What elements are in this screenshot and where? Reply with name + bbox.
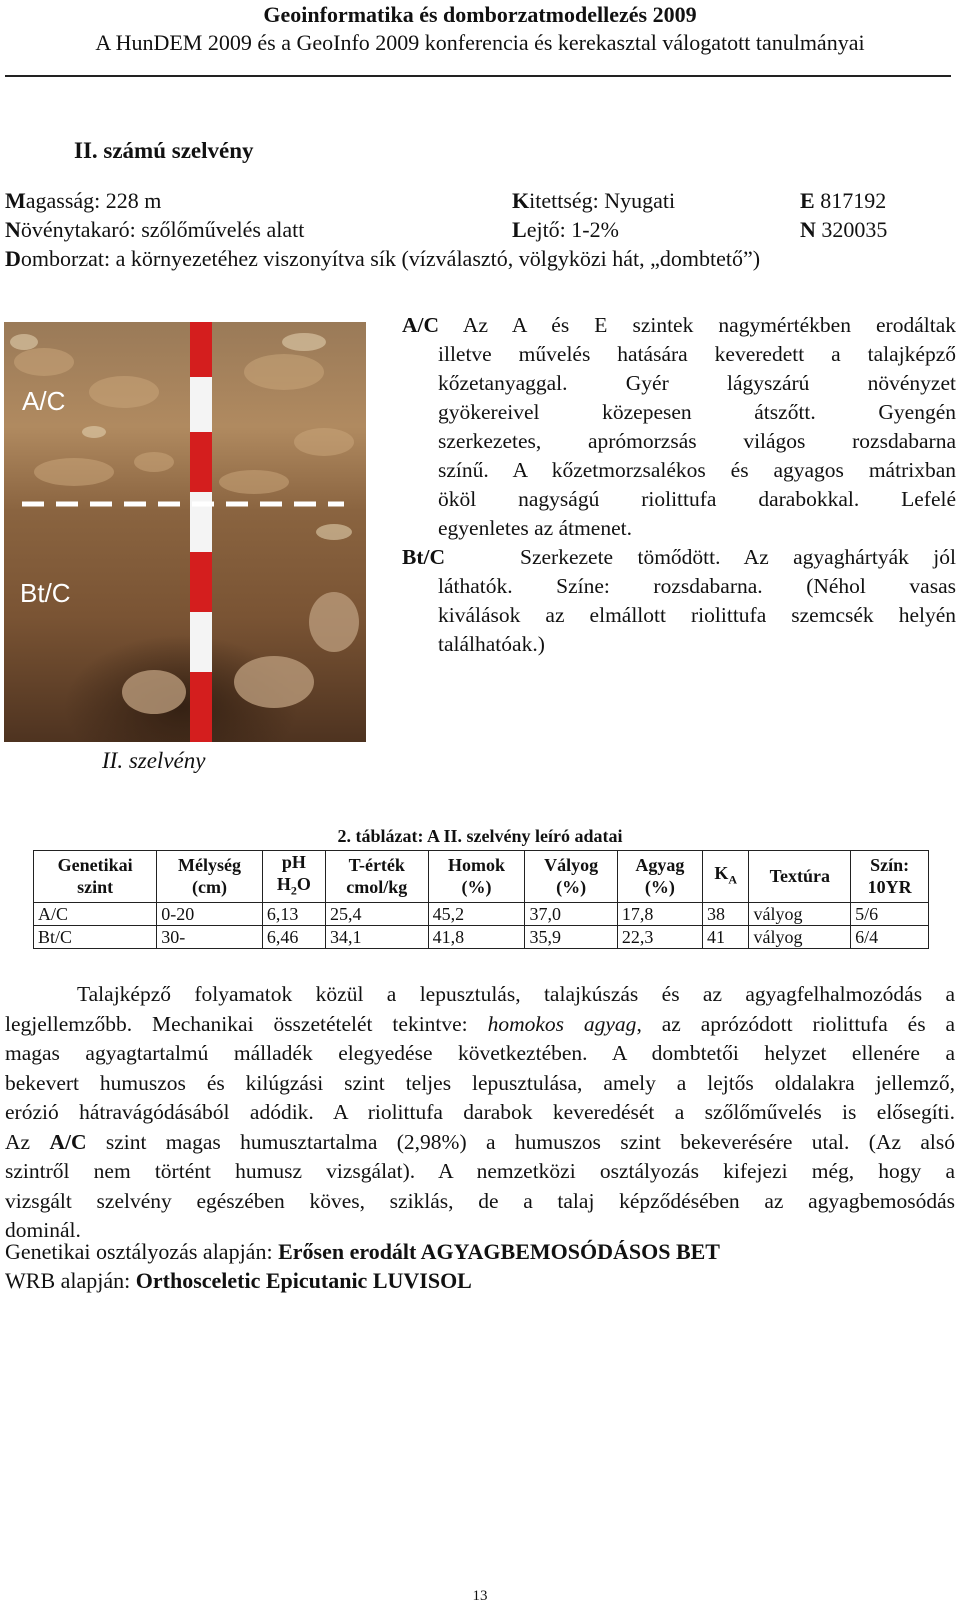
para-line-8: vizsgált szelvény egészében köves, sziklás, de a talaj képződésében az agyagbemosódás	[5, 1188, 955, 1213]
col-clay: Agyag (%)	[617, 851, 702, 903]
relief-initial: D	[5, 246, 21, 271]
para-line-6: Az A/C szint magas humusztartalma (2,98%) a humuszos szint bekeverésére utal. (Az alsó	[5, 1129, 955, 1154]
table-cell: Bt/C	[34, 925, 157, 948]
section-title: II. számú szelvény	[74, 138, 254, 163]
table-cell: 45,2	[428, 902, 525, 925]
bt-text-1: Szerkezete tömődött. Az agyaghártyák jól	[520, 545, 956, 569]
ac-code: A/C	[402, 313, 440, 337]
relief-text: omborzat: a környezetéhez viszonyítva sík (vízválasztó, völgyközi hát, „dombtető”)	[20, 246, 761, 271]
bt-line-4: találhatóak.)	[438, 632, 545, 656]
exposure-initial: K	[512, 188, 530, 213]
table-cell: vályog	[749, 925, 851, 948]
cover-text: övénytakaró: szőlőművelés alatt	[20, 217, 305, 242]
col-ka: $K_A$	[702, 851, 748, 903]
ac-line-2: illetve művelés hatására keveredett a talajképző	[438, 342, 956, 366]
slope-field	[512, 217, 619, 243]
relief-field	[5, 246, 760, 272]
table-cell: 6,46	[262, 925, 325, 948]
soil-data-table	[33, 850, 929, 949]
table-caption: 2. táblázat: A II. szelvény leíró adatai	[337, 826, 623, 846]
texture-term: homokos agyag	[487, 1011, 637, 1036]
table-cell: 34,1	[325, 925, 428, 948]
col-ph: pH $H_2O$	[262, 851, 325, 903]
para-line-5: erózió hátravágódásából adódik. A riolittufa darabok keveredését a szőlőművelés is elősegíti.	[5, 1100, 955, 1124]
col-loam: Vályog (%)	[525, 851, 617, 903]
table-cell: 0-20	[157, 902, 263, 925]
ac-line-7: ököl nagyságú riolittufa darabokkal. Lefelé	[438, 487, 956, 511]
page-number: 13	[472, 1588, 488, 1604]
table-cell: 38	[702, 902, 748, 925]
ac-line-1	[402, 311, 956, 340]
table-cell: 17,8	[617, 902, 702, 925]
easting-value: 817192	[820, 188, 887, 213]
genetic-classification-label: Genetikai osztályozás alapján:	[5, 1239, 279, 1264]
ac-line-3: kőzetanyaggal. Gyér lágyszárú növényzet	[438, 371, 956, 395]
para-line-9: dominál.	[5, 1218, 81, 1242]
para-line-1: Talajképző folyamatok közül a lepusztulás, talajkúszás és az agyagfelhalmozódás a	[77, 982, 955, 1006]
horizon-ref: A/C	[49, 1129, 87, 1154]
photo-caption: II. szelvény	[102, 748, 206, 773]
col-color: Szín: 10YR	[851, 851, 929, 903]
col-t-value: T-érték cmol/kg	[325, 851, 428, 903]
para-line-3: magas agyagtartalmú málladék elegyedése következtében. A dombtetői helyzet ellenére a	[5, 1041, 955, 1065]
table-cell: 37,0	[525, 902, 617, 925]
altitude-field	[5, 188, 161, 214]
ac-text-1: Az A és E szintek nagymértékben erodáltak	[462, 313, 956, 337]
ac-line-6: színű. A kőzetmorzsalékos és agyagos mátrixban	[438, 458, 956, 482]
horizon-ac-description	[402, 311, 956, 543]
bt-code: Bt/C	[402, 545, 445, 569]
table-cell: 35,9	[525, 925, 617, 948]
para-line-4: bekevert humuszos és kilúgzási szint teljes lepusztulása, amely a lejtős oldalakra jellemző,	[5, 1070, 955, 1095]
wrb-classification-label: WRB alapján:	[5, 1268, 136, 1293]
table-cell: A/C	[34, 902, 157, 925]
northing-label: N	[800, 217, 816, 242]
exposure-text: itettség: Nyugati	[529, 188, 676, 213]
soil-profile-photo	[4, 322, 366, 742]
table-cell: 41	[702, 925, 748, 948]
bt-line-3: kiválások az elmállott riolittufa szemcsék helyén	[438, 603, 956, 627]
para-line-2: legjellemzőbb. Mechanikai összetételét tekintve: homokos agyag, az aprózódott riolittufa és a	[5, 1011, 955, 1036]
col-texture: Textúra	[749, 851, 851, 903]
bt-line-1	[402, 543, 956, 572]
table-cell: 41,8	[428, 925, 525, 948]
table-row	[34, 925, 929, 948]
table-cell: 30-	[157, 925, 263, 948]
table-cell: vályog	[749, 902, 851, 925]
altitude-initial: M	[5, 188, 26, 213]
col-sand: Homok (%)	[428, 851, 525, 903]
photo-label-btc: Bt/C	[20, 578, 71, 608]
table-cell: 5/6	[851, 902, 929, 925]
col-genetic: Genetikai szint	[34, 851, 157, 903]
running-header-title: Geoinformatika és domborzatmodellezés 2009	[263, 2, 697, 27]
discussion-paragraph	[5, 980, 955, 1246]
table-cell: 6,13	[262, 902, 325, 925]
exposure-field	[512, 188, 675, 214]
table-header-row	[34, 851, 929, 903]
easting-label: E	[800, 188, 815, 213]
genetic-classification-value: Erősen erodált AGYAGBEMOSÓDÁSOS BET	[278, 1239, 720, 1264]
horizon-btc-description	[402, 543, 956, 659]
vegetation-cover-field	[5, 217, 304, 243]
bt-line-2: láthatók. Színe: rozsdabarna. (Néhol vasas	[438, 574, 956, 598]
table-cell: 25,4	[325, 902, 428, 925]
table-cell: 22,3	[617, 925, 702, 948]
running-header-subtitle: A HunDEM 2009 és a GeoInfo 2009 konferencia és kerekasztal válogatott tanulmányai	[95, 30, 865, 55]
table-cell: 6/4	[851, 925, 929, 948]
genetic-classification	[5, 1239, 720, 1265]
cover-initial: N	[5, 217, 21, 242]
ac-line-8: egyenletes az átmenet.	[438, 516, 632, 540]
slope-initial: L	[512, 217, 527, 242]
para-line-7: szintről nem történt humusz vizsgálat). A nemzetközi osztályozás kifejezi még, hogy a	[5, 1159, 955, 1183]
ac-line-5: szerkezetes, aprómorzsás világos rozsdabarna	[438, 429, 956, 453]
wrb-classification-value: Orthosceletic Epicutanic LUVISOL	[135, 1268, 472, 1293]
header-divider	[5, 75, 951, 77]
easting-field	[800, 188, 886, 214]
wrb-classification	[5, 1268, 472, 1294]
photo-label-ac: A/C	[22, 386, 66, 416]
measuring-rod	[190, 322, 212, 742]
altitude-text: agasság: 228 m	[25, 188, 162, 213]
northing-field	[800, 217, 887, 243]
table-row	[34, 902, 929, 925]
northing-value: 320035	[821, 217, 888, 242]
slope-text: ejtő: 1-2%	[526, 217, 619, 242]
col-depth: Mélység (cm)	[157, 851, 263, 903]
ac-line-4: gyökereivel közepesen átszőtt. Gyengén	[438, 400, 956, 424]
